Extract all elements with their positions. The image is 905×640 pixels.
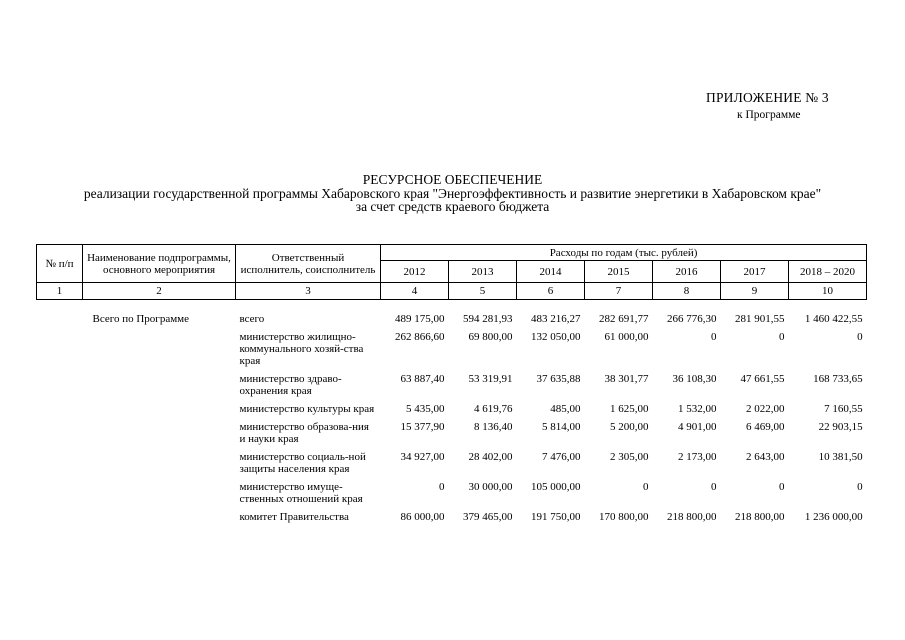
- value-cell: 28 402,00: [468, 451, 513, 463]
- col-number: 5: [449, 283, 517, 300]
- value-cell: 0: [711, 481, 717, 493]
- value-cell: 7 476,00: [542, 451, 581, 463]
- value-cell: 22 903,15: [818, 421, 863, 433]
- row-num-cell: [37, 328, 83, 370]
- program-total-label: Всего по Программе: [92, 313, 190, 325]
- executor-cell: комитет Правительства: [239, 511, 349, 523]
- value-cell: 2 305,00: [610, 451, 649, 463]
- table-row: [37, 310, 867, 328]
- value-cell: 1 625,00: [610, 403, 649, 415]
- value-cell: 170 800,00: [599, 511, 649, 523]
- value-cell: 379 465,00: [463, 511, 513, 523]
- executor-cell: министерство имуще-ственных отношений края: [239, 481, 363, 505]
- header-name: Наименование подпрограммы, основного мероприятия: [83, 245, 236, 283]
- value-cell: 7 160,55: [824, 403, 863, 415]
- value-cell: 34 927,00: [400, 451, 445, 463]
- value-cell: 4 619,76: [474, 403, 513, 415]
- table-row: [37, 448, 867, 478]
- row-name-cell: [83, 448, 236, 478]
- row-name-cell: [83, 478, 236, 508]
- header-year: 2015: [585, 261, 653, 283]
- value-cell: 6 469,00: [746, 421, 785, 433]
- table-row: [37, 418, 867, 448]
- value-cell: 168 733,65: [813, 373, 863, 385]
- value-cell: 0: [857, 481, 863, 493]
- value-cell: 2 173,00: [678, 451, 717, 463]
- value-cell: 266 776,30: [667, 313, 717, 325]
- value-cell: 86 000,00: [400, 511, 445, 523]
- executor-cell: министерство культуры края: [239, 403, 375, 415]
- value-cell: 1 236 000,00: [804, 511, 863, 523]
- header-year: 2013: [449, 261, 517, 283]
- value-cell: 15 377,90: [400, 421, 445, 433]
- value-cell: 8 136,40: [474, 421, 513, 433]
- value-cell: 47 661,55: [740, 373, 785, 385]
- value-cell: 483 216,27: [531, 313, 581, 325]
- value-cell: 0: [779, 331, 785, 343]
- col-number: 7: [585, 283, 653, 300]
- value-cell: 485,00: [550, 403, 581, 415]
- resource-table: [36, 244, 867, 526]
- table-row: [37, 328, 867, 370]
- header-year: 2017: [721, 261, 789, 283]
- row-num-cell: [37, 508, 83, 526]
- value-cell: 262 866,60: [395, 331, 445, 343]
- executor-cell: всего: [239, 313, 265, 325]
- col-number: 1: [37, 283, 83, 300]
- value-cell: 1 460 422,55: [804, 313, 863, 325]
- value-cell: 1 532,00: [678, 403, 717, 415]
- row-num-cell: [37, 448, 83, 478]
- document-subtitle-line1: реализации государственной программы Хабаровского края "Энергоэффективность и развитие энергетики в Хабаровском крае": [83, 186, 822, 201]
- value-cell: 0: [857, 331, 863, 343]
- value-cell: 489 175,00: [395, 313, 445, 325]
- value-cell: 281 901,55: [735, 313, 785, 325]
- value-cell: 0: [779, 481, 785, 493]
- table-body: [37, 300, 867, 527]
- value-cell: 61 000,00: [604, 331, 649, 343]
- value-cell: 36 108,30: [672, 373, 717, 385]
- col-number: 6: [517, 283, 585, 300]
- value-cell: 0: [643, 481, 649, 493]
- appendix-subtitle: к Программе: [737, 109, 801, 121]
- executor-cell: министерство здраво-охранения края: [239, 373, 342, 397]
- value-cell: 2 643,00: [746, 451, 785, 463]
- value-cell: 282 691,77: [599, 313, 649, 325]
- col-number: 2: [83, 283, 236, 300]
- value-cell: 0: [711, 331, 717, 343]
- row-name-cell: [83, 328, 236, 370]
- header-year: 2016: [653, 261, 721, 283]
- value-cell: 69 800,00: [468, 331, 513, 343]
- row-name-cell: [83, 508, 236, 526]
- value-cell: 132 050,00: [531, 331, 581, 343]
- header-year: 2012: [381, 261, 449, 283]
- value-cell: 53 319,91: [468, 373, 513, 385]
- table-row: [37, 508, 867, 526]
- header-year: 2014: [517, 261, 585, 283]
- value-cell: 218 800,00: [667, 511, 717, 523]
- value-cell: 594 281,93: [463, 313, 513, 325]
- table-row: [37, 478, 867, 508]
- col-number: 10: [789, 283, 867, 300]
- executor-cell: министерство образова-ния и науки края: [239, 421, 369, 445]
- value-cell: 0: [439, 481, 445, 493]
- table-row: [37, 400, 867, 418]
- value-cell: 5 200,00: [610, 421, 649, 433]
- col-number: 8: [653, 283, 721, 300]
- header-executor: Ответственный исполнитель, соисполнитель: [236, 245, 381, 283]
- header-year: 2018 – 2020: [789, 261, 867, 283]
- value-cell: 30 000,00: [468, 481, 513, 493]
- value-cell: 38 301,77: [604, 373, 649, 385]
- header-num: № п/п: [37, 245, 83, 283]
- value-cell: 4 901,00: [678, 421, 717, 433]
- row-num-cell: [37, 310, 83, 328]
- header-expenses: Расходы по годам (тыс. рублей): [381, 245, 867, 261]
- row-num-cell: [37, 478, 83, 508]
- row-num-cell: [37, 400, 83, 418]
- value-cell: 218 800,00: [735, 511, 785, 523]
- col-number: 3: [236, 283, 381, 300]
- table-row: [37, 370, 867, 400]
- value-cell: 37 635,88: [536, 373, 581, 385]
- executor-cell: министерство социаль-ной защиты населения края: [239, 451, 366, 475]
- value-cell: 105 000,00: [531, 481, 581, 493]
- row-name-cell: [83, 418, 236, 448]
- row-name-cell: [83, 400, 236, 418]
- appendix-title: ПРИЛОЖЕНИЕ № 3: [706, 90, 829, 105]
- value-cell: 191 750,00: [531, 511, 581, 523]
- value-cell: 5 435,00: [406, 403, 445, 415]
- document-title: РЕСУРСНОЕ ОБЕСПЕЧЕНИЕ: [362, 172, 543, 187]
- row-name-cell: [83, 370, 236, 400]
- col-number: 4: [381, 283, 449, 300]
- executor-cell: министерство жилищно-коммунального хозяй-ства края: [239, 331, 364, 367]
- value-cell: 63 887,40: [400, 373, 445, 385]
- value-cell: 2 022,00: [746, 403, 785, 415]
- value-cell: 10 381,50: [818, 451, 863, 463]
- document-title-block: [0, 172, 905, 213]
- document-subtitle-line2: за счет средств краевого бюджета: [355, 199, 550, 214]
- value-cell: 5 814,00: [542, 421, 581, 433]
- row-num-cell: [37, 370, 83, 400]
- row-num-cell: [37, 418, 83, 448]
- col-number: 9: [721, 283, 789, 300]
